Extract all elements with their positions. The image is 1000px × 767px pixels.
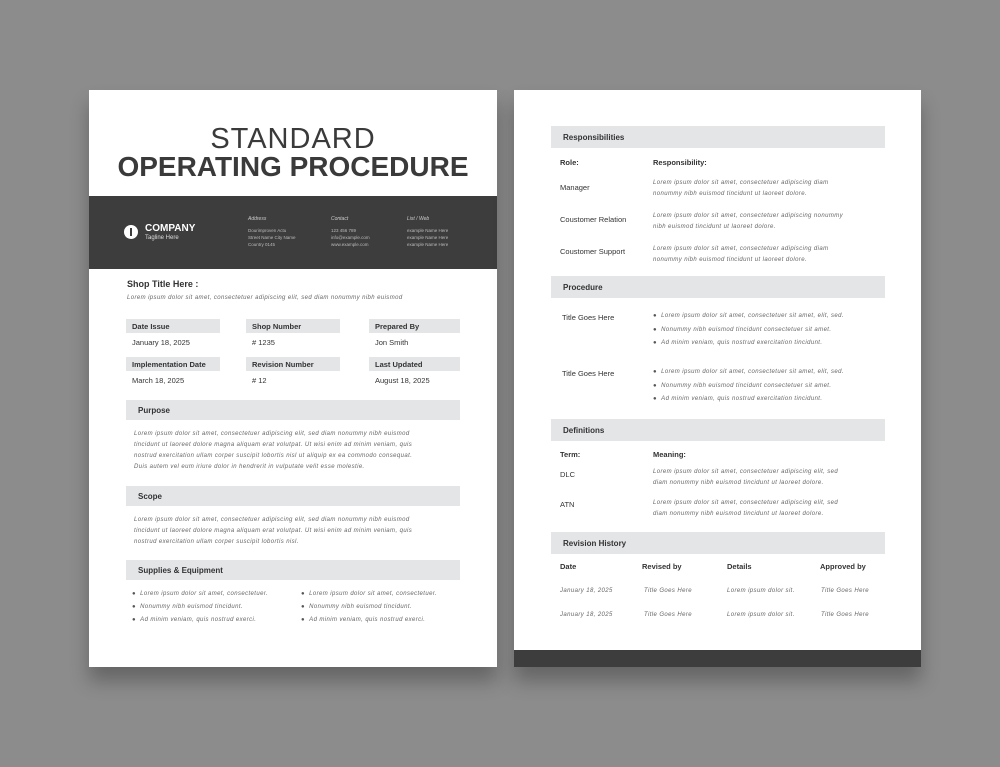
address-block <box>248 227 296 248</box>
implementation-date-value: March 18, 2025 <box>132 376 185 385</box>
procedure-item: ● Ad minim veniam, quis nostrud exercitation tincidunt. <box>653 340 823 346</box>
bullet-icon: ● <box>653 340 662 346</box>
address-line: Country 0145 <box>248 242 276 247</box>
meaning-header: Meaning: <box>653 450 686 459</box>
procedure-item: ● Ad minim veniam, quis nostrud exercitation tincidunt. <box>653 396 823 402</box>
company-name: COMPANY <box>145 223 196 234</box>
responsibility-header: Responsibility: <box>653 158 707 167</box>
sop-page-1 <box>89 90 497 667</box>
rev-cell: Title Goes Here <box>821 588 869 594</box>
rev-cell: Lorem ipsum dolor sit. <box>727 612 795 618</box>
rev-header-revised-by: Revised by <box>642 562 682 571</box>
role-description: Lorem ipsum dolor sit amet, consectetuer adipiscing diam nonummy nibh euismod tincidunt ut laoreet dolore. <box>653 246 829 263</box>
company-tagline: Tagline Here <box>145 235 179 241</box>
role-description: Lorem ipsum dolor sit amet, consectetuer adipiscing diam nonummy nibh euismod tincidunt ut laoreet dolore. <box>653 180 829 197</box>
date-issue-value: January 18, 2025 <box>132 338 190 347</box>
title-line-1: STANDARD <box>210 123 376 155</box>
prepared-by-label: Prepared By <box>375 322 420 331</box>
procedure-item: ● Nonummy nibh euismod tincidunt consectetuer sit amet. <box>653 326 832 333</box>
list-label: List / Web <box>407 216 430 222</box>
shop-number-label: Shop Number <box>252 322 302 331</box>
procedure-step-list <box>653 366 844 407</box>
revision-history-title: Revision History <box>563 539 627 548</box>
address-line: Dourimproven Actu <box>248 228 287 233</box>
scope-line: Lorem ipsum dolor sit amet, consectetuer adipiscing elit, sed diam nonummy nibh euismod <box>134 517 410 523</box>
bullet-icon: ● <box>653 369 662 375</box>
prepared-by-value: Jon Smith <box>375 338 409 347</box>
procedure-item: ● Lorem ipsum dolor sit amet, consectetuer sit amet, elit, sed. <box>653 369 844 375</box>
rev-header-details: Details <box>727 562 752 571</box>
shop-title: Shop Title Here : <box>127 279 199 289</box>
rev-cell: Title Goes Here <box>644 588 692 594</box>
title-line-2: OPERATING PROCEDURE <box>117 151 469 182</box>
contact-line: info@example.com <box>331 235 370 240</box>
date-issue-label: Date Issue <box>132 322 170 331</box>
purpose-line: nostrud exercitation ullam corper suscipit lobortis nisl ut aliquip ex ea commodo consequat. <box>134 453 413 459</box>
bullet-icon: ● <box>653 396 662 402</box>
procedure-item: ● Nonummy nibh euismod tincidunt consectetuer sit amet. <box>653 382 832 389</box>
list-block <box>407 227 448 248</box>
bullet-icon: ● <box>653 382 662 389</box>
contact-label: Contact <box>331 216 349 222</box>
rev-header-date: Date <box>560 562 577 571</box>
supply-item: ● Lorem ipsum dolor sit amet, consectetuer. <box>301 591 438 597</box>
supply-item: ● Lorem ipsum dolor sit amet, consectetuer. <box>132 591 269 597</box>
rev-cell: January 18, 2025 <box>560 588 613 594</box>
role-description: Lorem ipsum dolor sit amet, consectetuer adipiscing nonummy nibh euismod tincidunt ut laoreet dolore. <box>653 213 844 230</box>
definitions-title: Definitions <box>563 426 605 435</box>
bullet-icon: ● <box>653 326 662 333</box>
procedure-step-list <box>653 310 844 351</box>
address-line: Street Name City Name <box>248 235 296 240</box>
purpose-line: Lorem ipsum dolor sit amet, consectetuer adipiscing elit, sed diam nonummy nibh euismod <box>134 431 410 437</box>
role-name: Manager <box>560 183 590 192</box>
rev-cell: January 18, 2025 <box>560 612 613 618</box>
term-meaning: Lorem ipsum dolor sit amet, consectetuer adipiscing elit, sed diam nonummy nibh euismod tincidunt ut laoreet dolore. <box>653 469 839 486</box>
scope-text <box>134 515 412 548</box>
last-updated-value: August 18, 2025 <box>375 376 430 385</box>
bullet-icon: ● <box>132 604 141 610</box>
list-line: example Name Here <box>407 242 449 247</box>
contact-line: 123 456 789 <box>331 228 357 233</box>
procedure-step-title: Title Goes Here <box>562 313 615 322</box>
shop-description: Lorem ipsum dolor sit amet, consectetuer adipiscing elit, sed diam nonummy nibh euismod <box>127 295 403 301</box>
role-name: Coustomer Relation <box>560 215 627 224</box>
rev-cell: Title Goes Here <box>821 612 869 618</box>
bullet-icon: ● <box>653 313 662 319</box>
revision-number-value: # 12 <box>252 376 267 385</box>
procedure-step-title: Title Goes Here <box>562 369 615 378</box>
bullet-icon: ● <box>132 617 141 623</box>
supplies-list-right <box>301 588 437 627</box>
bullet-icon: ● <box>132 591 141 597</box>
bullet-icon: ● <box>301 604 310 610</box>
supplies-title: Supplies & Equipment <box>138 566 223 575</box>
list-line: example Name Here <box>407 228 449 233</box>
purpose-bar <box>126 400 460 420</box>
procedure-title: Procedure <box>563 283 603 292</box>
term-name: DLC <box>560 470 576 479</box>
purpose-text <box>134 429 412 473</box>
footer-band <box>514 650 921 667</box>
role-name: Coustomer Support <box>560 247 626 256</box>
term-meaning: Lorem ipsum dolor sit amet, consectetuer adipiscing elit, sed diam nonummy nibh euismod tincidunt ut laoreet dolore. <box>653 500 839 517</box>
purpose-line: tincidunt ut laoreet dolore magna aliquam erat volutpat. Ut wisi enim ad minim veniam, quis <box>134 442 413 448</box>
rev-cell: Title Goes Here <box>644 612 692 618</box>
supply-item: ● Ad minim veniam, quis nostrud exerci. <box>132 617 257 623</box>
contact-line: www.example.com <box>331 242 369 247</box>
revision-number-label: Revision Number <box>252 360 314 369</box>
rev-header-approved-by: Approved by <box>820 562 866 571</box>
responsibilities-title: Responsibilities <box>563 133 625 142</box>
procedure-item: ● Lorem ipsum dolor sit amet, consectetuer sit amet, elit, sed. <box>653 313 844 319</box>
purpose-line: Duis autem vel eum iriure dolor in hendrerit in vulputate velit esse molestie. <box>134 464 365 470</box>
implementation-date-label: Implementation Date <box>132 360 206 369</box>
shop-number-value: # 1235 <box>252 338 275 347</box>
supplies-list-left <box>132 588 268 627</box>
scope-bar <box>126 486 460 506</box>
scope-line: nostrud exercitation ullam corper suscipit lobortis nisl. <box>134 539 299 545</box>
rev-cell: Lorem ipsum dolor sit. <box>727 588 795 594</box>
scope-line: tincidunt ut laoreet dolore magna aliquam erat volutpat. Ut wisi enim ad minim veniam, quis <box>134 528 413 534</box>
sop-page-2 <box>514 90 921 667</box>
contact-block <box>331 227 370 248</box>
term-name: ATN <box>560 500 575 509</box>
supply-item: ● Nonummy nibh euismod tincidunt. <box>132 604 243 610</box>
supply-item: ● Ad minim veniam, quis nostrud exerci. <box>301 617 426 623</box>
list-line: example Name Here <box>407 235 449 240</box>
last-updated-label: Last Updated <box>375 360 423 369</box>
role-header: Role: <box>560 158 579 167</box>
bullet-icon: ● <box>301 591 310 597</box>
bullet-icon: ● <box>301 617 310 623</box>
supply-item: ● Nonummy nibh euismod tincidunt. <box>301 604 412 610</box>
scope-title: Scope <box>138 492 163 501</box>
term-header: Term: <box>560 450 581 459</box>
purpose-title: Purpose <box>138 406 171 415</box>
address-label: Address <box>248 216 267 222</box>
company-logo-icon <box>124 225 138 239</box>
